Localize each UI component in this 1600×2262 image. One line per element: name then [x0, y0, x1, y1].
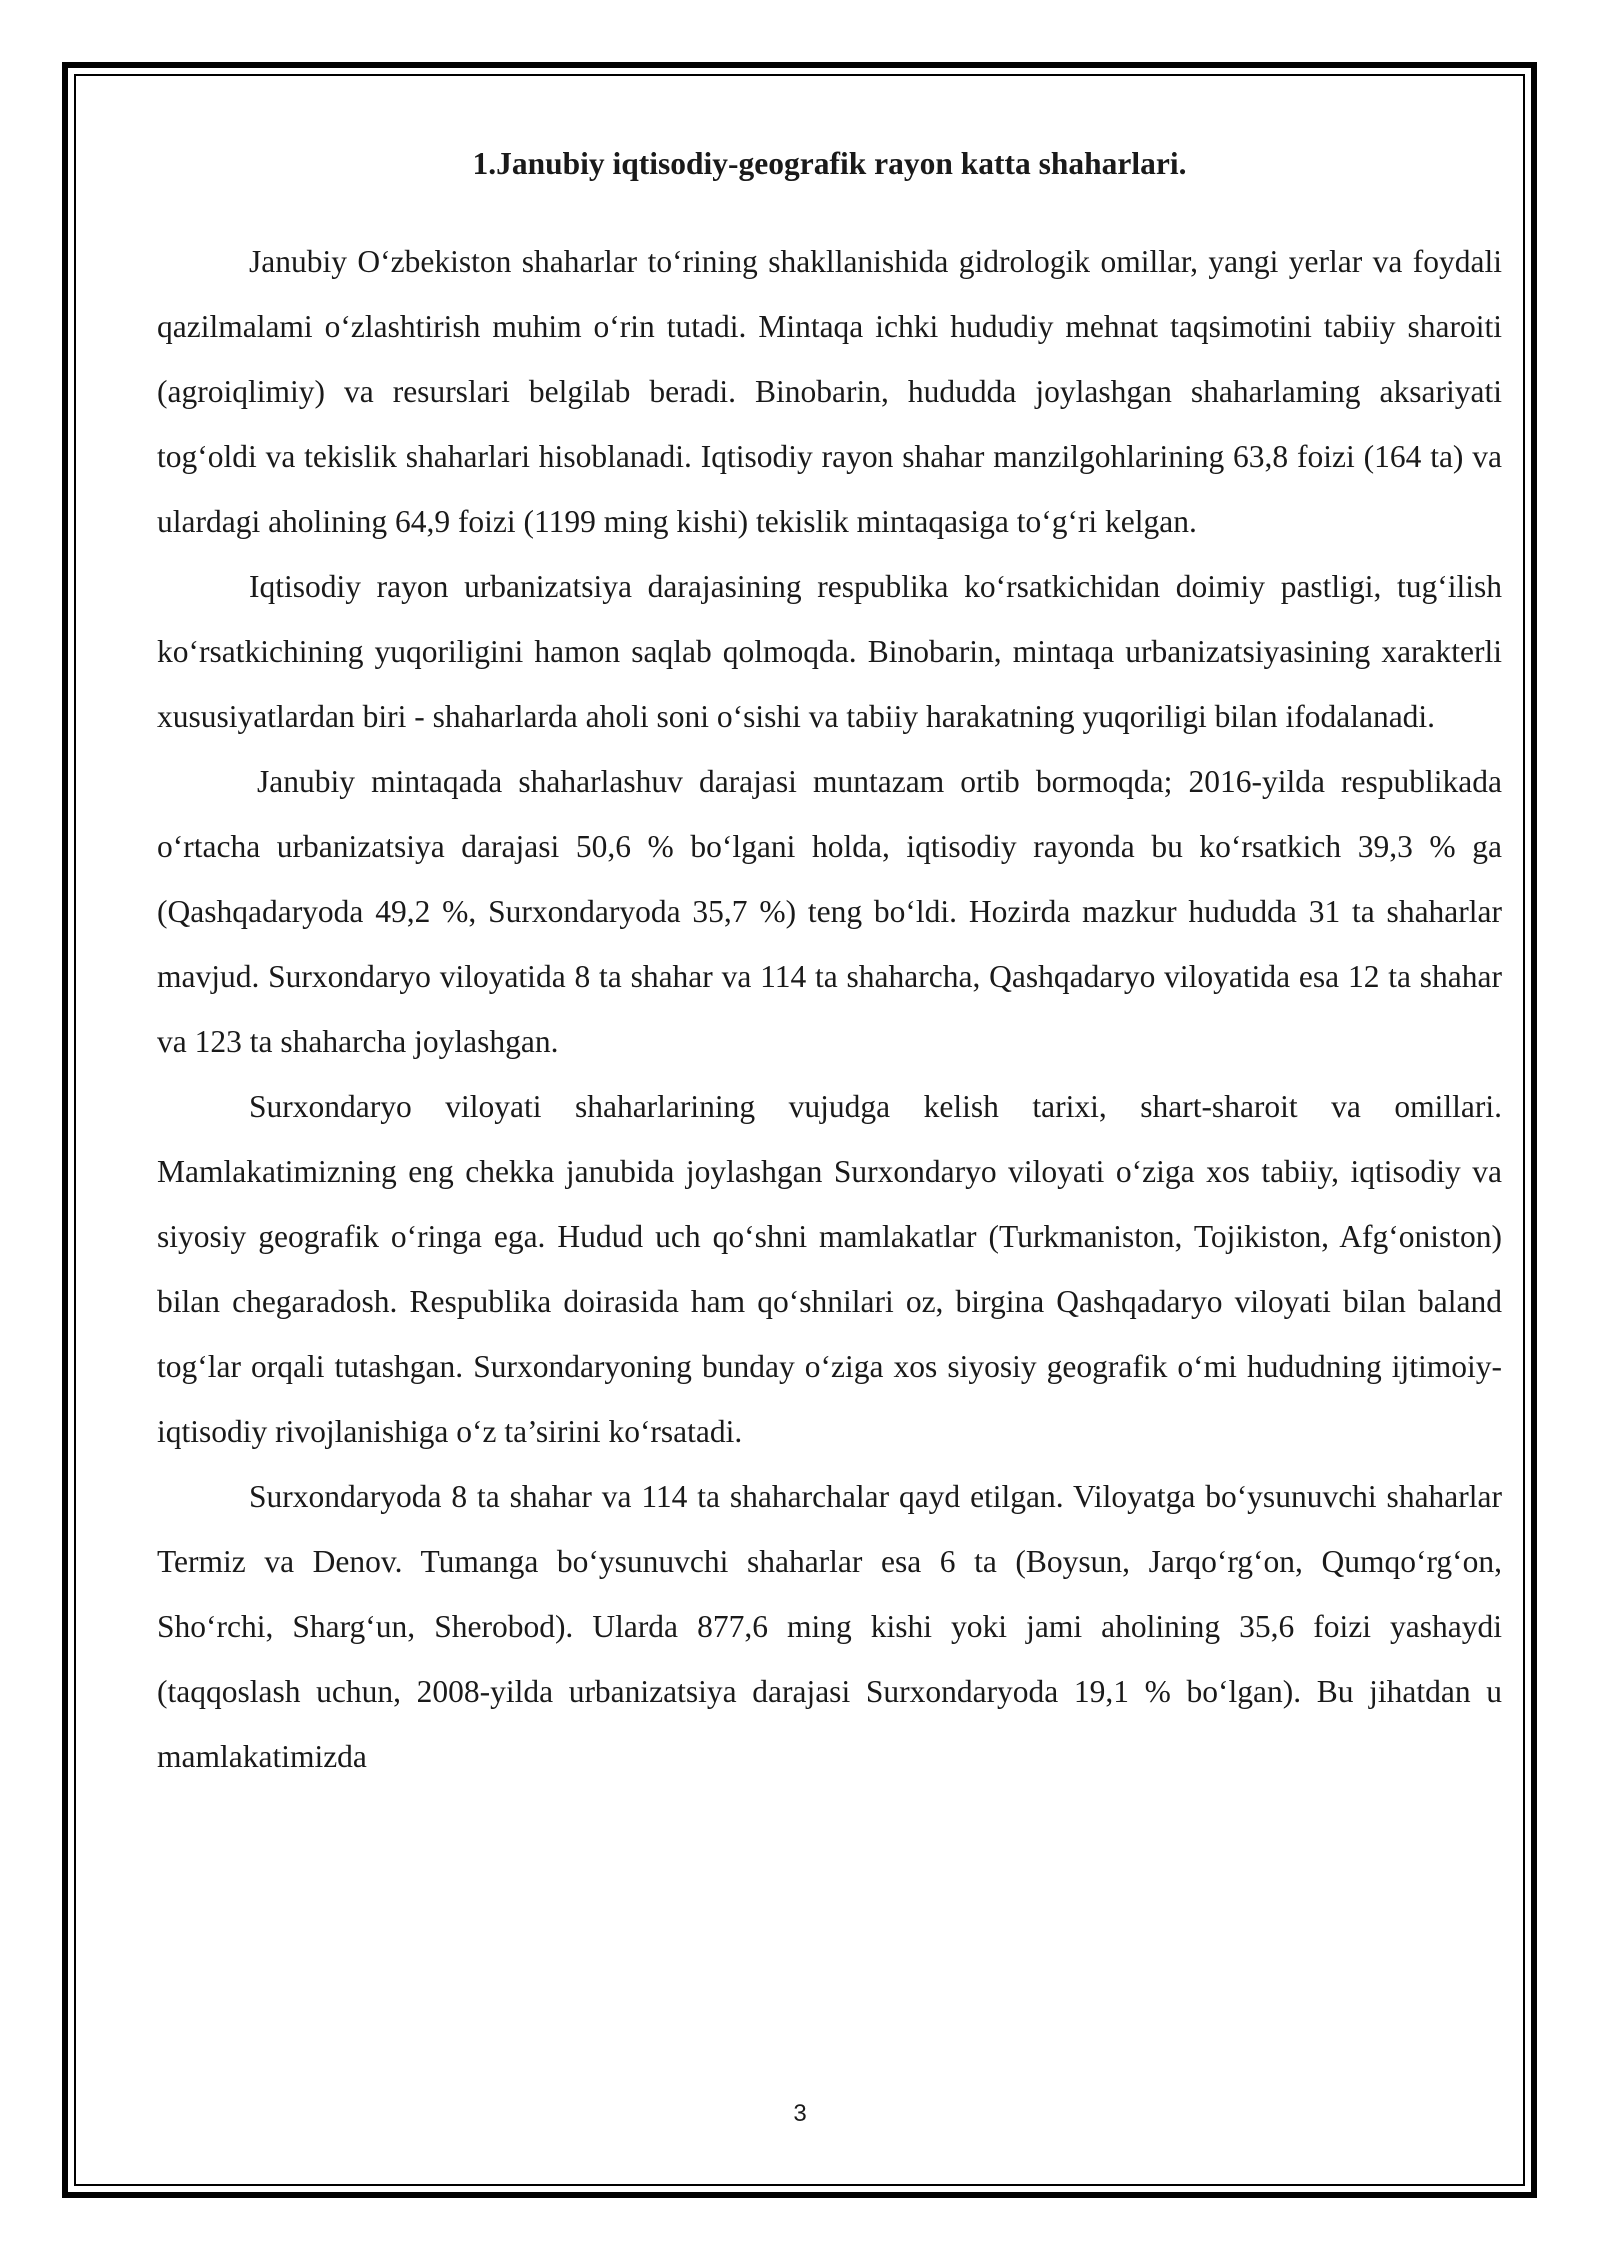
- paragraph-1: Janubiy O‘zbekiston shaharlar to‘rining shakllanishida gidrologik omillar, yangi yerlar va foydali qazilmalami o‘zlashtirish muhim o‘rin tutadi. Mintaqa ichki hududiy mehnat taqsimotini tabiiy sharoiti (agroiqlimiy) va resurslari belgilab beradi. Binobarin, hududda joylashgan shaharlaming aksariyati tog‘oldi va tekislik shaharlari hisoblanadi. Iqtisodiy rayon shahar manzilgohlarining 63,8 foizi (164 ta) va ulardagi aholining 64,9 foizi (1199 ming kishi) tekislik mintaqasiga to‘g‘ri kelgan.: [157, 244, 1502, 539]
- page-number: 3: [793, 2100, 807, 2127]
- document-title: 1.Janubiy iqtisodiy-geografik rayon katta shaharlari.: [472, 146, 1187, 181]
- paragraph-3: Janubiy mintaqada shaharlashuv darajasi muntazam ortib bormoqda; 2016-yilda respublikada o‘rtacha urbanizatsiya darajasi 50,6 % bo‘lgani holda, iqtisodiy rayonda bu ko‘rsatkich 39,3 % ga (Qashqadaryoda 49,2 %, Surxondaryoda 35,7 %) teng bo‘ldi. Hozirda mazkur hududda 31 ta shaharlar mavjud. Surxondaryo viloyatida 8 ta shahar va 114 ta shaharcha, Qashqadaryo viloyatida esa 12 ta shahar va 123 ta shaharcha joylashgan.: [157, 764, 1502, 1059]
- document-body: [157, 134, 1502, 1789]
- paragraph-5: Surxondaryoda 8 ta shahar va 114 ta shaharchalar qayd etilgan. Viloyatga bo‘ysunuvchi shaharlar Termiz va Denov. Tumanga bo‘ysunuvchi shaharlar esa 6 ta (Boysun, Jarqo‘rg‘on, Qumqo‘rg‘on, Sho‘rchi, Sharg‘un, Sherobod). Ularda 877,6 ming kishi yoki jami aholining 35,6 foizi yashaydi (taqqoslash uchun, 2008-yilda urbanizatsiya darajasi Surxondaryoda 19,1 % bo‘lgan). Bu jihatdan u mamlakatimizda: [157, 1479, 1502, 1774]
- paragraph-2: Iqtisodiy rayon urbanizatsiya darajasining respublika ko‘rsatkichidan doimiy pastligi, tug‘ilish ko‘rsatkichining yuqoriligini hamon saqlab qolmoqda. Binobarin, mintaqa urbanizatsiyasining xarakterli xususiyatlardan biri - shaharlarda aholi soni o‘sishi va tabiiy harakatning yuqoriligi bilan ifodalanadi.: [157, 569, 1502, 734]
- paragraph-4: Surxondaryo viloyati shaharlarining vujudga kelish tarixi, shart-sharoit va omillari. Mamlakatimizning eng chekka janubida joylashgan Surxondaryo viloyati o‘ziga xos tabiiy, iqtisodiy va siyosiy geografik o‘ringa ega. Hudud uch qo‘shni mamlakatlar (Turkmaniston, Tojikiston, Afg‘oniston) bilan chegaradosh. Respublika doirasida ham qo‘shnilari oz, birgina Qashqadaryo viloyati bilan baland tog‘lar orqali tutashgan. Surxondaryoning bunday o‘ziga xos siyosiy geografik o‘mi hududning ijtimoiy-iqtisodiy rivojlanishiga o‘z ta’sirini ko‘rsatadi.: [157, 1089, 1502, 1449]
